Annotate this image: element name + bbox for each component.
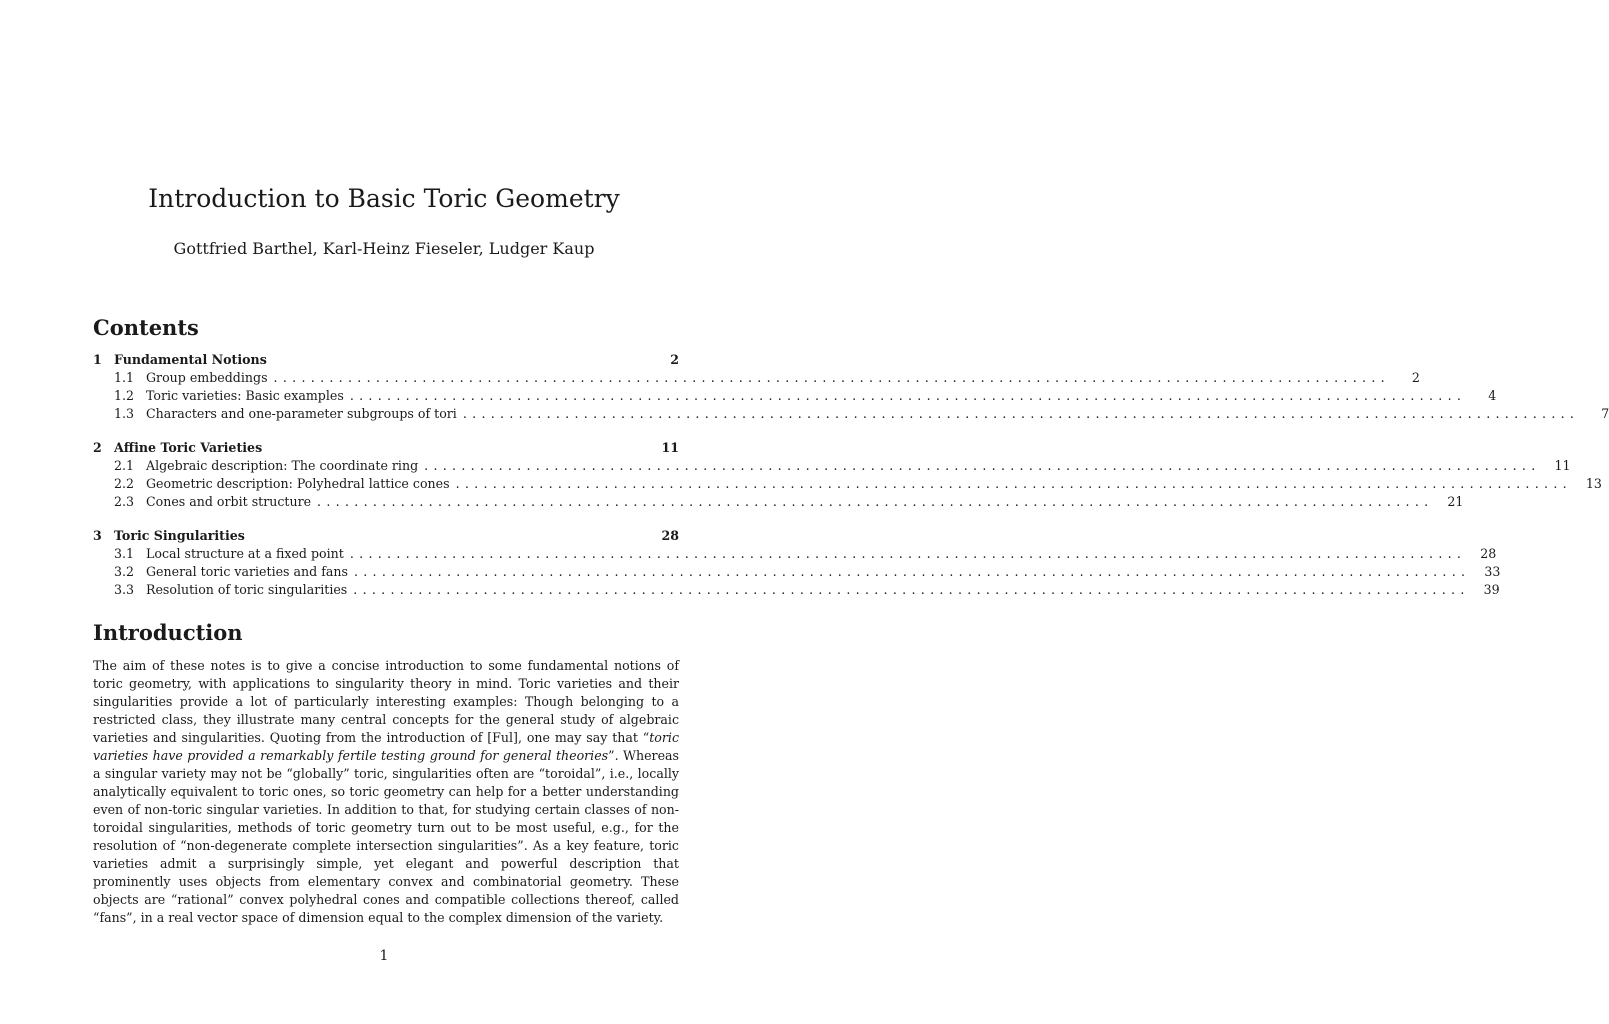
toc-section-entry[interactable]	[93, 405, 1609, 423]
toc-chapter	[93, 439, 1602, 511]
toc-section-number: 1.1	[114, 370, 135, 385]
toc-chapter-number: 1	[93, 352, 102, 367]
toc-section-title: Local structure at a fixed point	[146, 546, 344, 561]
toc-chapter-page: 2	[670, 352, 679, 367]
toc-section-entry[interactable]	[93, 563, 1501, 581]
toc-section-page: 21	[1447, 494, 1464, 509]
toc-section-entry[interactable]	[93, 493, 1464, 511]
toc-section-number: 2.3	[114, 494, 135, 509]
toc-section-page: 2	[1411, 370, 1420, 385]
toc-section-title: Cones and orbit structure	[146, 494, 312, 509]
toc-section-title: Algebraic description: The coordinate ring	[146, 458, 419, 473]
toc-section-number: 3.1	[114, 546, 135, 561]
toc-section-number: 2.2	[114, 476, 135, 491]
toc-section-entry[interactable]	[93, 581, 1500, 599]
toc-chapter	[93, 527, 1501, 599]
toc-section-title: Group embeddings	[146, 370, 268, 385]
toc-dot-leader: ........................................................................................................................	[353, 582, 1470, 597]
introduction-heading: Introduction	[93, 620, 243, 645]
authors: Gottfried Barthel, Karl-Heinz Fieseler, Ludger Kaup	[173, 239, 595, 258]
contents-heading: Contents	[93, 315, 199, 340]
toc-chapter-number: 2	[93, 440, 102, 455]
toc-section-number: 2.1	[114, 458, 135, 473]
toc-chapter-entry[interactable]	[93, 351, 679, 369]
toc-section-page: 7	[1601, 406, 1609, 421]
toc-chapter-title: Fundamental Notions	[114, 352, 267, 367]
toc-section-title: Resolution of toric singularities	[146, 582, 348, 597]
toc-dot-leader: ........................................................................................................................	[462, 406, 1580, 421]
toc-dot-leader: ........................................................................................................................	[273, 370, 1390, 385]
toc-section-page: 39	[1483, 582, 1500, 597]
toc-section-number: 3.2	[114, 564, 135, 579]
table-of-contents	[93, 351, 1609, 599]
toc-section-entry[interactable]	[93, 387, 1497, 405]
toc-section-title: Toric varieties: Basic examples	[146, 388, 344, 403]
toc-section-page: 11	[1554, 458, 1571, 473]
toc-dot-leader: ........................................................................................................................	[455, 476, 1572, 491]
toc-section-title: Characters and one-parameter subgroups of tori	[146, 406, 457, 421]
page-number: 1	[379, 948, 389, 964]
toc-chapter-number: 3	[93, 528, 102, 543]
intro-text-before-quote: The aim of these notes is to give a concise introduction to some fundamental notions of toric geometry, with applications to singularity theory in mind. Toric varieties and their singularities provide a lot of particularly interesting examples: Though belonging to a restricted class, they illustrate many central concepts for the general study of algebraic varieties and singularities. Quoting from the introduction of [Ful], one may say that “	[93, 658, 679, 745]
toc-section-entry[interactable]	[93, 369, 1420, 387]
page-title: Introduction to Basic Toric Geometry	[148, 184, 620, 213]
toc-section-title: Geometric description: Polyhedral lattice cones	[146, 476, 450, 491]
toc-chapter	[93, 351, 1609, 423]
toc-section-entry[interactable]	[93, 545, 1497, 563]
toc-dot-leader: ........................................................................................................................	[424, 458, 1541, 473]
toc-dot-leader: ........................................................................................................................	[349, 546, 1467, 561]
toc-dot-leader: ........................................................................................................................	[349, 388, 1467, 403]
toc-section-number: 3.3	[114, 582, 135, 597]
toc-chapter-entry[interactable]	[93, 439, 679, 457]
toc-section-page: 4	[1488, 388, 1497, 403]
toc-dot-leader: ........................................................................................................................	[317, 494, 1434, 509]
toc-chapter-title: Toric Singularities	[114, 528, 245, 543]
toc-section-entry[interactable]	[93, 457, 1571, 475]
toc-chapter-title: Affine Toric Varieties	[114, 440, 263, 455]
toc-chapter-page: 28	[661, 528, 679, 543]
toc-section-page: 28	[1480, 546, 1497, 561]
introduction-paragraph	[93, 657, 679, 927]
toc-section-title: General toric varieties and fans	[146, 564, 348, 579]
toc-section-entry[interactable]	[93, 475, 1602, 493]
intro-quote: toric varieties have provided a remarkably fertile testing ground for general theories	[93, 730, 679, 763]
toc-section-number: 1.2	[114, 388, 135, 403]
toc-chapter-entry[interactable]	[93, 527, 679, 545]
intro-text-after-quote: ”. Whereas a singular variety may not be “globally” toric, singularities often are “toroidal”, i.e., locally analytically equivalent to toric ones, so toric geometry can help for a better understanding even of non-toric singular varieties. In addition to that, for studying certain classes of non-toroidal singularities, methods of toric geometry turn out to be most useful, e.g., for the resolution of “non-degenerate complete intersection singularities”. As a key feature, toric varieties admit a surprisingly simple, yet elegant and powerful description that prominently uses objects from elementary convex and combinatorial geometry. These objects are “rational” convex polyhedral cones and compatible collections thereof, called “fans”, in a real vector space of dimension equal to the complex dimension of the variety.	[93, 748, 680, 925]
toc-section-number: 1.3	[114, 406, 135, 421]
toc-dot-leader: ........................................................................................................................	[353, 564, 1471, 579]
toc-section-page: 33	[1484, 564, 1501, 579]
toc-chapter-page: 11	[661, 440, 679, 455]
toc-section-page: 13	[1585, 476, 1602, 491]
